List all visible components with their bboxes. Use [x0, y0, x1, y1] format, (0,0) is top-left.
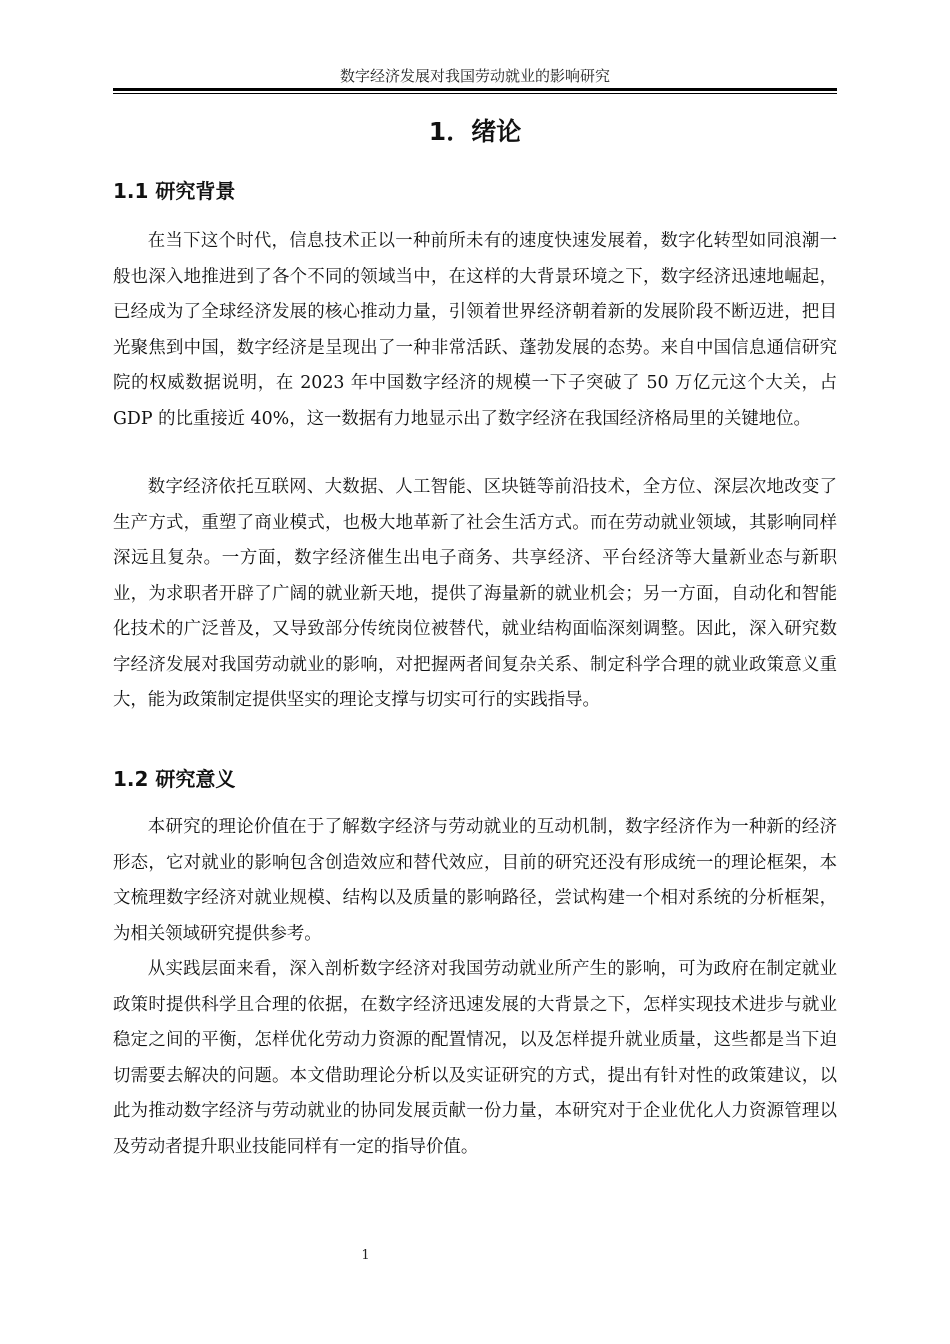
page-number: 1 — [361, 1248, 370, 1263]
paragraph-background-2: 数字经济依托互联网、大数据、人工智能、区块链等前沿技术，全方位、深层次地改变了生产方式，重塑了商业模式，也极大地革新了社会生活方式。而在劳动就业领域，其影响同样深远且复杂。一方面，数字经济催生出电子商务、共享经济、平台经济等大量新业态与新职业，为求职者开辟了广阔的就业新天地，提供了海量新的就业机会；另一方面，自动化和智能化技术的广泛普及，又导致部分传统岗位被替代，就业结构面临深刻调整。因此，深入研究数字经济发展对我国劳动就业的影响，对把握两者间复杂关系、制定科学合理的就业政策意义重大，能为政策制定提供坚实的理论支撑与切实可行的实践指导。 — [113, 470, 837, 719]
paragraph-background-1: 在当下这个时代，信息技术正以一种前所未有的速度快速发展着，数字化转型如同浪潮一般也深入地推进到了各个不同的领域当中，在这样的大背景环境之下，数字经济迅速地崛起，已经成为了全球经济发展的核心推动力量，引领着世界经济朝着新的发展阶段不断迈进，把目光聚焦到中国，数字经济是呈现出了一种非常活跃、蓬勃发展的态势。来自中国信息通信研究院的权威数据说明，在 2023 年中国数字经济的规模一下子突破了 50 万亿元这个大关，占 GDP 的比重接近 40%，这一数据有力地显示出了数字经济在我国经济格局里的关键地位。 — [113, 224, 837, 437]
running-header: 数字经济发展对我国劳动就业的影响研究 — [339, 67, 610, 85]
section-heading-background: 1.1 研究背景 — [113, 179, 236, 203]
header-rule-thick — [113, 88, 837, 91]
paragraph-significance-2: 从实践层面来看，深入剖析数字经济对我国劳动就业所产生的影响，可为政府在制定就业政策时提供科学且合理的依据，在数字经济迅速发展的大背景之下，怎样实现技术进步与就业稳定之间的平衡，怎样优化劳动力资源的配置情况，以及怎样提升就业质量，这些都是当下迫切需要去解决的问题。本文借助理论分析以及实证研究的方式，提出有针对性的政策建议，以此为推动数字经济与劳动就业的协同发展贡献一份力量，本研究对于企业优化人力资源管理以及劳动者提升职业技能同样有一定的指导价值。 — [113, 952, 837, 1165]
paragraph-significance-1: 本研究的理论价值在于了解数字经济与劳动就业的互动机制，数字经济作为一种新的经济形态，它对就业的影响包含创造效应和替代效应，目前的研究还没有形成统一的理论框架，本文梳理数字经济对就业规模、结构以及质量的影响路径，尝试构建一个相对系统的分析框架，为相关领域研究提供参考。 — [113, 810, 837, 952]
section-heading-significance: 1.2 研究意义 — [113, 767, 236, 791]
header-rule-thin — [113, 93, 837, 94]
chapter-title: 1．绪论 — [428, 117, 522, 146]
